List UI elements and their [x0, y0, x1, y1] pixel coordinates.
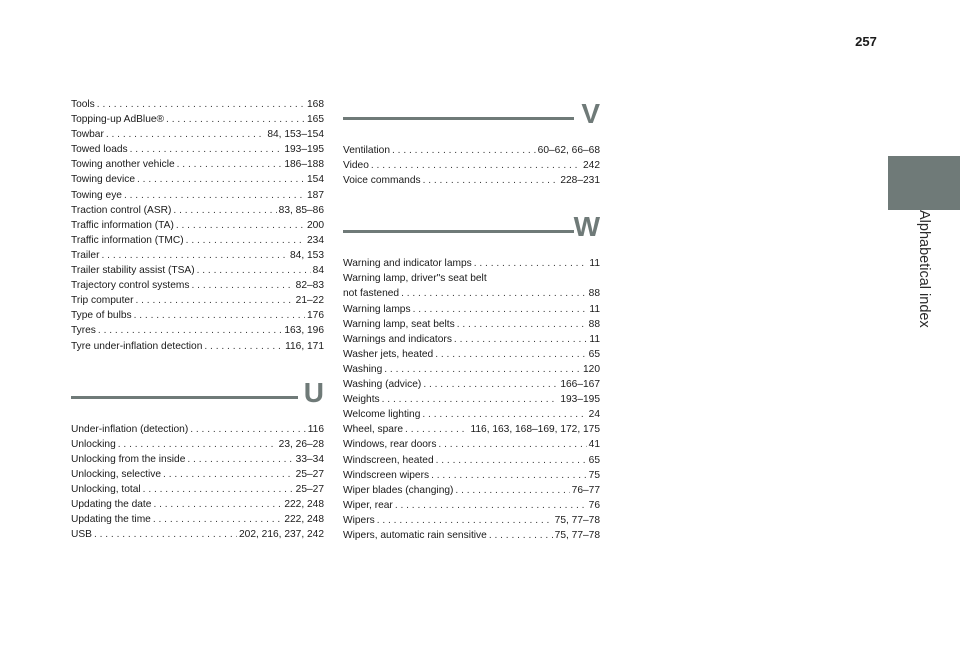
index-term: Unlocking, total [71, 483, 141, 495]
leader-dots [204, 339, 283, 354]
index-term: Traction control (ASR) [71, 204, 172, 216]
index-pages: 41 [588, 439, 600, 451]
index-pages: 60–62, 66–68 [537, 145, 600, 156]
index-term: Weights [343, 394, 380, 406]
leader-dots [395, 498, 587, 513]
index-column-2 [343, 98, 600, 543]
section-rule [343, 230, 574, 233]
leader-dots [455, 483, 569, 498]
index-pages: 84, 153 [290, 249, 324, 261]
index-entry [343, 407, 600, 422]
index-pages: 202, 216, 237, 242 [239, 529, 324, 541]
index-term: Wiper blades (changing) [343, 484, 454, 496]
leader-dots [192, 278, 294, 293]
leader-dots [382, 392, 559, 407]
section-letter-v: V [581, 98, 600, 129]
leader-dots [153, 497, 282, 512]
index-term: Type of bulbs [71, 310, 132, 322]
leader-dots [166, 112, 305, 127]
leader-dots [392, 143, 536, 158]
index-term: Warning lamp, driver"s seat belt [343, 273, 487, 285]
index-term: Washing [343, 363, 383, 375]
leader-dots [163, 467, 294, 482]
index-list-u [71, 422, 324, 543]
index-entry [343, 437, 600, 452]
leader-dots [405, 422, 468, 437]
index-entry [343, 513, 600, 528]
index-pages: 23, 26–28 [278, 438, 324, 450]
index-term: Topping-up AdBlue® [71, 114, 165, 126]
leader-dots [489, 528, 553, 543]
leader-dots [118, 437, 277, 452]
index-entry [343, 422, 600, 437]
leader-dots [137, 172, 305, 187]
index-pages: 166–167 [560, 379, 600, 391]
index-pages: 234 [307, 234, 324, 246]
index-entry [71, 203, 324, 218]
leader-dots [371, 158, 581, 173]
index-entry [71, 278, 324, 293]
index-term: Washer jets, heated [343, 348, 434, 360]
index-entry [71, 497, 324, 512]
index-pages: 116, 171 [285, 340, 324, 352]
index-pages: 242 [583, 160, 600, 172]
index-pages: 84 [312, 265, 324, 277]
index-term: Wiper, rear [343, 499, 393, 511]
index-term: Under-inflation (detection) [71, 423, 189, 435]
leader-dots [177, 157, 283, 172]
index-entry [71, 437, 324, 452]
leader-dots [186, 233, 305, 248]
index-term: Windows, rear doors [343, 439, 437, 451]
index-entry [71, 172, 324, 187]
index-pages: 168 [307, 99, 324, 110]
index-term: Updating the time [71, 514, 151, 526]
index-column-1 [71, 97, 324, 542]
leader-dots [143, 482, 294, 497]
index-pages: 88 [588, 288, 600, 300]
index-entry [71, 127, 324, 142]
index-pages: 65 [588, 454, 600, 466]
leader-dots [436, 453, 587, 468]
index-entry [343, 332, 600, 347]
index-pages: 33–34 [295, 453, 324, 465]
index-entry [343, 362, 600, 377]
index-pages: 116 [307, 423, 324, 435]
page-number: 257 [855, 34, 877, 49]
section-letter-w: W [573, 211, 600, 243]
leader-dots [176, 218, 305, 233]
index-pages: 200 [307, 219, 324, 231]
index-pages: 84, 153–154 [267, 129, 324, 141]
leader-dots [98, 323, 282, 338]
leader-dots [130, 142, 283, 157]
index-term: Wipers, automatic rain sensitive [343, 529, 487, 541]
leader-dots [401, 286, 587, 301]
index-term: Windscreen wipers [343, 469, 430, 481]
leader-dots [377, 513, 553, 528]
side-tab-text: Alphabetical index [916, 210, 932, 328]
index-entry [343, 347, 600, 362]
index-pages: 11 [589, 303, 600, 315]
index-entry [343, 377, 600, 392]
index-list-w [343, 256, 600, 543]
leader-dots [97, 97, 305, 112]
index-term: Towbar [71, 129, 104, 141]
leader-dots [135, 293, 293, 308]
index-entry [71, 293, 324, 308]
index-term: Unlocking [71, 438, 116, 450]
index-entry [71, 233, 324, 248]
leader-dots [457, 317, 587, 332]
index-pages: 187 [307, 189, 324, 201]
index-pages: 75, 77–78 [554, 514, 600, 526]
index-entry [71, 263, 324, 278]
leader-dots [102, 248, 289, 263]
index-pages: 76–77 [571, 484, 600, 496]
index-pages: 75 [588, 469, 600, 481]
index-entry [71, 218, 324, 233]
leader-dots [384, 362, 581, 377]
leader-dots [422, 407, 586, 422]
index-term: not fastened [343, 288, 400, 300]
index-term: Towing another vehicle [71, 159, 175, 171]
index-entry [71, 248, 324, 263]
index-term: Video [343, 160, 369, 172]
leader-dots [438, 437, 586, 452]
index-entry [343, 392, 600, 407]
index-term: Wipers [343, 514, 375, 526]
leader-dots [153, 512, 282, 527]
section-rule [343, 117, 574, 120]
index-pages: 222, 248 [284, 499, 324, 511]
index-pages: 88 [588, 318, 600, 330]
index-term: Trailer stability assist (TSA) [71, 265, 195, 277]
index-term: Trajectory control systems [71, 280, 190, 292]
index-pages: 228–231 [560, 175, 600, 187]
leader-dots [94, 527, 237, 542]
index-pages: 186–188 [284, 159, 324, 171]
index-entry [343, 528, 600, 543]
index-entry [71, 512, 324, 527]
leader-dots [435, 347, 586, 362]
index-entry [71, 157, 324, 172]
index-term: Towing device [71, 174, 135, 186]
index-entry [71, 482, 324, 497]
index-term: Warnings and indicators [343, 333, 452, 345]
index-pages: 65 [588, 348, 600, 360]
index-entry [343, 317, 600, 332]
leader-dots [190, 422, 306, 437]
index-entry [343, 483, 600, 498]
index-term: Ventilation [343, 145, 391, 156]
section-tab [888, 156, 960, 210]
leader-dots [173, 203, 276, 218]
index-term: Updating the date [71, 499, 152, 511]
leader-dots [423, 173, 559, 188]
index-entry [343, 256, 600, 271]
index-pages: 163, 196 [284, 325, 324, 337]
index-pages: 11 [589, 258, 600, 270]
index-term: Wheel, spare [343, 424, 404, 436]
index-pages: 75, 77–78 [554, 529, 600, 541]
index-entry [343, 173, 600, 188]
index-entry [343, 286, 600, 301]
index-term: Tyres [71, 325, 96, 337]
index-term: Traffic information (TA) [71, 219, 174, 231]
index-entry [343, 271, 600, 286]
leader-dots [423, 377, 558, 392]
leader-dots [454, 332, 588, 347]
leader-dots [187, 452, 293, 467]
index-entry [71, 452, 324, 467]
index-entry [343, 498, 600, 513]
index-term: USB [71, 529, 92, 541]
section-header-w [343, 210, 600, 254]
index-entry [71, 308, 324, 323]
index-list-t [71, 97, 324, 354]
index-pages: 165 [307, 114, 324, 126]
index-entry [343, 453, 600, 468]
index-pages: 24 [588, 409, 600, 421]
index-pages: 83, 85–86 [278, 204, 324, 216]
index-term: Windscreen, heated [343, 454, 434, 466]
leader-dots [413, 302, 588, 317]
leader-dots [106, 127, 266, 142]
section-rule [71, 396, 298, 399]
index-entry [343, 158, 600, 173]
index-term: Traffic information (TMC) [71, 234, 184, 246]
index-pages: 25–27 [295, 483, 324, 495]
index-entry [71, 339, 324, 354]
index-pages: 193–195 [560, 394, 600, 406]
index-entry [343, 302, 600, 317]
index-entry [71, 112, 324, 127]
index-pages: 120 [583, 363, 600, 375]
index-term: Towing eye [71, 189, 122, 201]
index-term: Welcome lighting [343, 409, 421, 421]
index-term: Warning lamp, seat belts [343, 318, 455, 330]
index-term: Tools [71, 99, 95, 110]
leader-dots [134, 308, 305, 323]
leader-dots [197, 263, 311, 278]
index-pages: 11 [589, 333, 600, 345]
index-pages: 222, 248 [284, 514, 324, 526]
index-entry [71, 323, 324, 338]
index-pages: 25–27 [295, 468, 324, 480]
index-entry [71, 188, 324, 203]
index-term: Washing (advice) [343, 379, 422, 391]
index-entry [71, 527, 324, 542]
leader-dots [124, 188, 305, 203]
index-term: Warning and indicator lamps [343, 258, 472, 270]
section-letter-u: U [303, 376, 324, 408]
index-pages: 193–195 [284, 144, 324, 156]
index-list-v [343, 143, 600, 188]
index-pages: 76 [588, 499, 600, 511]
index-entry [71, 467, 324, 482]
index-term: Unlocking from the inside [71, 453, 186, 465]
side-tab-label [888, 210, 960, 390]
index-term: Towed loads [71, 144, 128, 156]
leader-dots [474, 256, 588, 271]
index-term: Trailer [71, 249, 100, 261]
index-entry [71, 422, 324, 437]
index-entry [343, 468, 600, 483]
leader-dots [431, 468, 587, 483]
index-pages: 21–22 [295, 295, 324, 307]
index-pages: 154 [307, 174, 324, 186]
index-term: Tyre under-inflation detection [71, 340, 203, 352]
index-pages: 176 [307, 310, 324, 322]
index-entry [71, 142, 324, 157]
index-pages: 82–83 [295, 280, 324, 292]
index-term: Unlocking, selective [71, 468, 162, 480]
section-header-v [343, 97, 600, 141]
section-header-u [71, 376, 324, 420]
index-term: Trip computer [71, 295, 134, 307]
index-term: Voice commands [343, 175, 421, 187]
index-pages: 116, 163, 168–169, 172, 175 [470, 424, 600, 436]
index-entry [71, 97, 324, 112]
index-entry [343, 143, 600, 158]
index-term: Warning lamps [343, 303, 411, 315]
